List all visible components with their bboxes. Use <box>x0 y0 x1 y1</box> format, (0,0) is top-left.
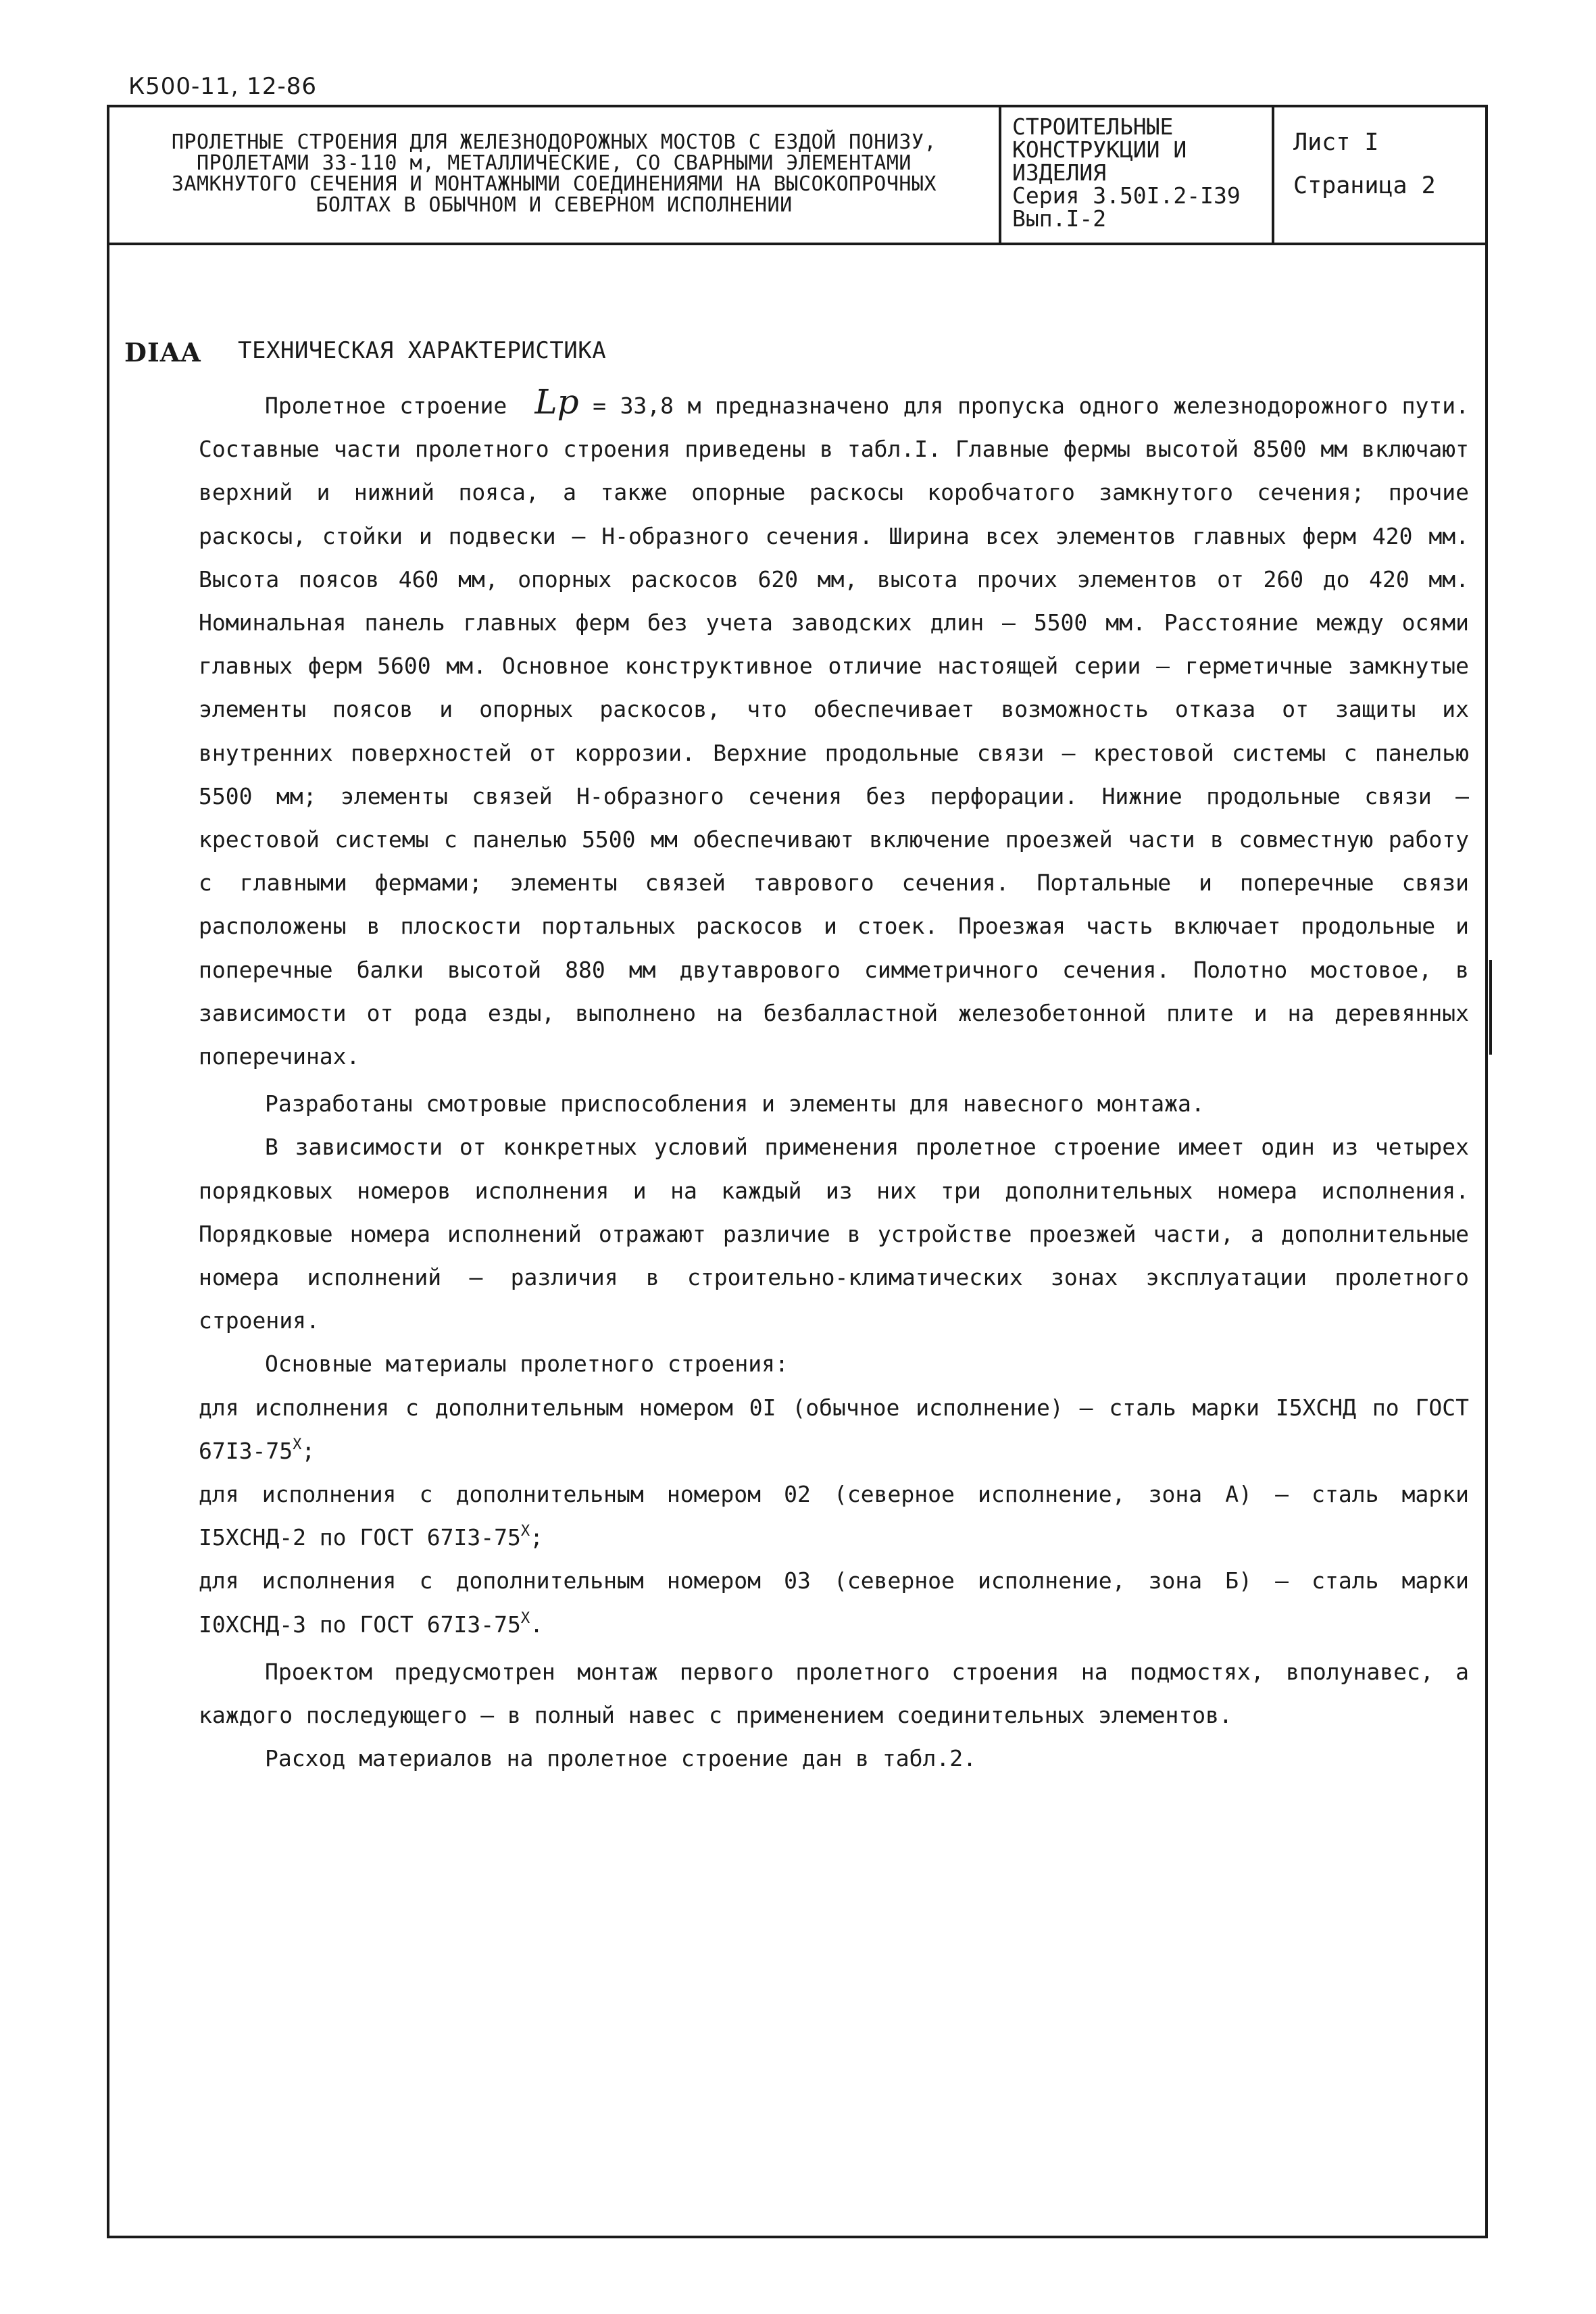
material-item: для исполнения с дополнительным номером 0I (обычное исполнение) – сталь марки I5ХСНД по ГОСТ $67I3-75^Х$; <box>199 1394 1469 1464</box>
paragraph: Основные материалы пролетного строения: <box>265 1351 789 1378</box>
section-title: ТЕХНИЧЕСКАЯ ХАРАКТЕРИСТИКА <box>238 337 607 364</box>
material-item: для исполнения с дополнительным номером 02 (северное исполнение, зона А) – сталь марки I5ХСНД-2 по ГОСТ $67I3-75^Х$; <box>199 1481 1469 1551</box>
span-length-symbol: Lр <box>534 382 579 422</box>
series-line: Серия 3.50I.2-I39 <box>1012 182 1241 209</box>
material-item: для исполнения с дополнительным номером 03 (северное исполнение, зона Б) – сталь марки I0ХСНД-3 по ГОСТ $67I3-75^Х$. <box>199 1567 1469 1638</box>
sheet-number: Лист I <box>1293 129 1379 156</box>
paragraph <box>199 384 1469 1078</box>
title-line: ЗАМКНУТОГО СЕЧЕНИЯ И МОНТАЖНЫМИ СОЕДИНЕНИЯМИ НА ВЫСОКОПРОЧНЫХ <box>171 172 937 196</box>
series-line: СТРОИТЕЛЬНЫЕ <box>1012 114 1174 140</box>
page-number: Страница 2 <box>1293 172 1436 199</box>
paragraph: Разработаны смотровые приспособления и элементы для навесного монтажа. <box>265 1090 1205 1117</box>
title-line: БОЛТАХ В ОБЫЧНОМ И СЕВЕРНОМ ИСПОЛНЕНИИ <box>316 193 793 217</box>
title-block <box>109 107 1485 245</box>
body-text <box>199 384 1469 1781</box>
section-code: DIAA <box>124 337 201 368</box>
page-frame <box>107 105 1488 2238</box>
series-cell <box>1001 107 1274 243</box>
paragraph-prefix: Пролетное строение <box>265 393 507 419</box>
paragraph: Расход материалов на пролетное строение дан в табл.2. <box>265 1745 976 1772</box>
paragraph: В зависимости от конкретных условий применения пролетное строение имеет один из четырех порядковых номеров исполнения и на каждый из них три дополнительных номера исполнения. Порядковые номера исполнений отражают различие в устройстве проезжей части, а дополнительные номера исполнений – различия в строительно-климатических зонах эксплуатации пролетного строения. <box>199 1134 1469 1334</box>
sheet-cell <box>1274 107 1488 243</box>
document-code: К500-11, 12-86 <box>128 73 317 100</box>
paragraph-rest: = 33,8 м предназначено для пропуска одного железнодорожного пути. Составные части пролетного строения приведены в табл.I. Главные фермы высотой 8500 мм включают верхний и нижний пояса, а также опорные раскосы коробчатого замкнутого сечения; прочие раскосы, стойки и подвески – Н-образного сечения. Ширина всех элементов главных ферм 420 мм. Высота поясов 460 мм, опорных раскосов 620 мм, высота прочих элементов от 260 до 420 мм. Номинальная панель главных ферм без учета заводских длин – 5500 мм. Расстояние между осями главных ферм 5600 мм. Основное конструктивное отличие настоящей серии – герметичные замкнутые элементы поясов и опорных раскосов, что обеспечивает возможность отказа от защиты их внутренних поверхностей от коррозии. Верхние продольные связи – крестовой системы с панелью 5500 мм; элементы связей Н-образного сечения без перфорации. Нижние продольные связи – крестовой системы с панелью 5500 мм обеспечивают включение проезжей части в совместную работу с главными фермами; элементы связей таврового сечения. Портальные и поперечные связи расположены в плоскости портальных раскосов и стоек. Проезжая часть включает продольные и поперечные балки высотой 880 мм двутаврового симметричного сечения. Полотно мостовое, в зависимости от рода езды, выполнено на безбалластной железобетонной плите и на деревянных поперечинах. <box>199 393 1469 1070</box>
title-cell <box>109 107 1001 243</box>
title-line: ПРОЛЕТНЫЕ СТРОЕНИЯ ДЛЯ ЖЕЛЕЗНОДОРОЖНЫХ МОСТОВ С ЕЗДОЙ ПОНИЗУ, <box>171 130 937 154</box>
paragraph: Проектом предусмотрен монтаж первого пролетного строения на подмостях, вполунавес, а каждого последующего – в полный навес с применением соединительных элементов. <box>199 1658 1469 1729</box>
margin-mark <box>1489 960 1492 1055</box>
title-line: ПРОЛЕТАМИ 33-110 м, МЕТАЛЛИЧЕСКИЕ, СО СВАРНЫМИ ЭЛЕМЕНТАМИ <box>196 151 912 175</box>
series-line: КОНСТРУКЦИИ И <box>1012 136 1187 163</box>
series-line: ИЗДЕЛИЯ <box>1012 159 1107 186</box>
series-line: Вып.I-2 <box>1012 205 1107 232</box>
